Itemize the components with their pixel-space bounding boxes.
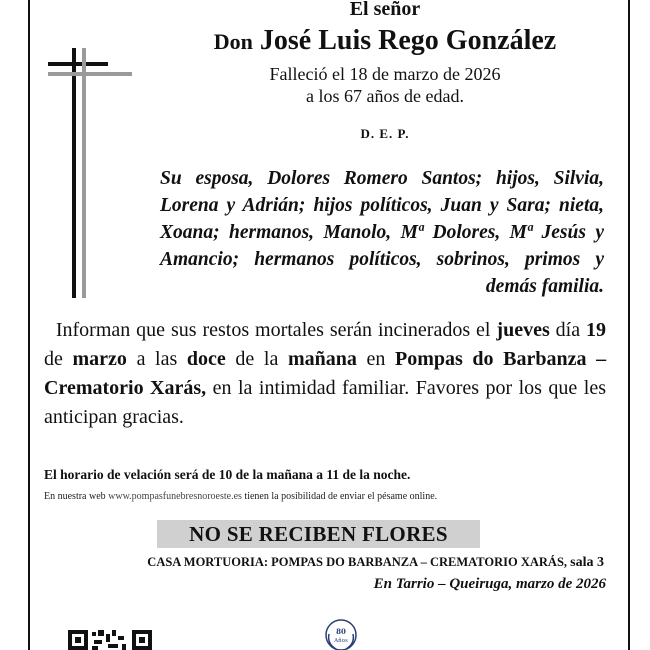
death-age: a los 67 años de edad.	[306, 86, 464, 106]
full-name: José Luis Rego González	[259, 25, 557, 56]
inform-text-7: en la intimidad familiar. Favores por los que les anticipan gracias.	[44, 377, 607, 428]
qr-code-icon[interactable]	[68, 630, 152, 650]
deceased-name	[150, 25, 620, 57]
inform-month: marzo	[72, 348, 127, 370]
header-title: El señor	[349, 0, 421, 20]
cross-icon	[48, 48, 132, 298]
anniversary-seal-icon	[324, 618, 358, 650]
funeral-home	[44, 555, 604, 571]
inform-text-4: a las	[136, 348, 178, 370]
frame-right-border	[628, 0, 630, 650]
viewing-hours: El horario de velación será de 10 de la mañana a 11 de la noche.	[44, 467, 411, 482]
inform-text-3: de	[44, 348, 63, 370]
no-flowers-banner: NO SE RECIBEN FLORES	[157, 520, 480, 548]
inform-text-1: Informan que sus restos mortales serán incinerados el	[55, 319, 491, 341]
seal-label: Años	[334, 638, 348, 644]
web-url-link[interactable]: www.pompasfunebresnoroeste.es	[108, 491, 242, 502]
inform-place: Pompas do Barbanza – Crematorio Xarás,	[44, 348, 607, 399]
family-text: Su esposa, Dolores Romero Santos; hijos, Silvia, Lorena y Adrián; hijos políticos, Juan y Sara; nieta, Xoana; hermanos, Manolo, Mª Dolores, Mª Jesús y Amancio; hermanos políticos, sobrinos, primos y demás familia.	[160, 168, 604, 297]
inform-text-2: día	[555, 319, 581, 341]
frame-left-border	[28, 0, 30, 650]
death-info	[160, 63, 610, 107]
web-suffix: tienen la posibilidad de enviar el pésame online.	[244, 491, 438, 502]
web-prefix: En nuestra web	[44, 491, 106, 502]
death-date: Falleció el 18 de marzo de 2026	[269, 64, 501, 84]
inform-period: mañana	[287, 348, 357, 370]
place-date: En Tarrio – Queiruga, marzo de 2026	[373, 576, 606, 592]
seal-number: 80	[336, 627, 346, 636]
funeral-home-name: CASA MORTUORIA: POMPAS DO BARBANZA – CREMATORIO XARÁS,	[147, 555, 568, 569]
inform-hour: doce	[186, 348, 226, 370]
funeral-room: sala 3	[570, 555, 604, 570]
inform-text-6: en	[366, 348, 386, 370]
inform-day: jueves	[496, 319, 550, 341]
inform-paragraph	[44, 316, 606, 432]
web-note	[44, 491, 624, 502]
honorific: Don	[213, 29, 253, 54]
inform-date: 19	[586, 319, 607, 341]
dep-text: D. E. P.	[360, 126, 410, 141]
inform-text-5: de la	[235, 348, 279, 370]
